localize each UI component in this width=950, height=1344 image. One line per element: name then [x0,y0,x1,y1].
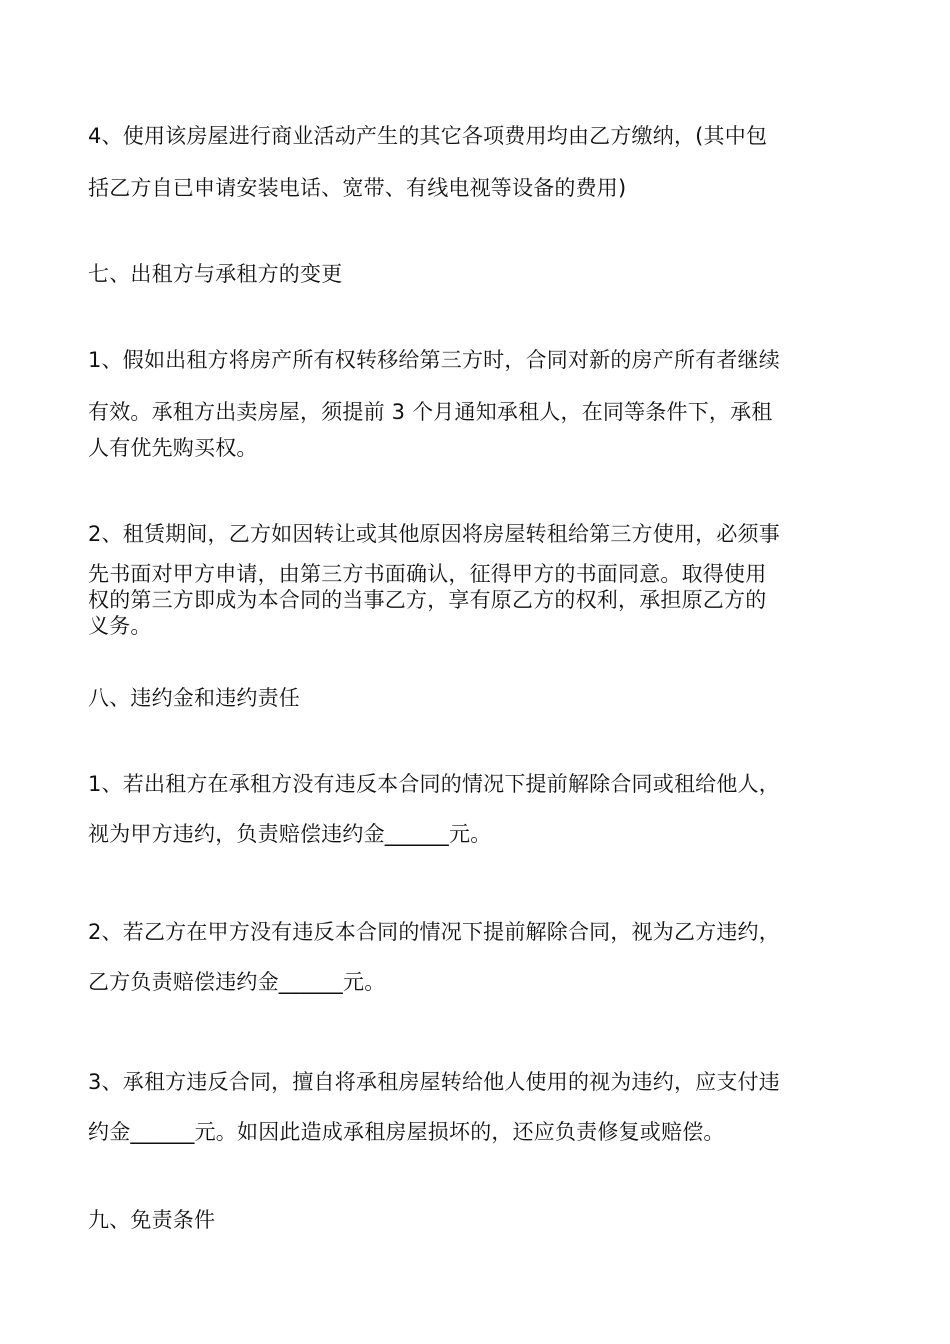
clause-6-4-line-2: 括乙方自已申请安装电话、宽带、有线电视等设备的费用) [88,176,627,200]
clause-8-2-line-1: 2、若乙方在甲方没有违反本合同的情况下提前解除合同，视为乙方违约， [88,920,780,944]
clause-8-2-line-2: 乙方负责赔偿违约金______元。 [88,970,386,994]
clause-7-1-line-2: 有效。承租方出卖房屋，须提前 3 个月通知承租人，在同等条件下，承租 [88,400,773,424]
clause-8-1-line-2: 视为甲方违约，负责赔偿违约金______元。 [88,822,492,846]
section-9-heading: 九、免责条件 [88,1208,216,1232]
clause-8-3-line-2: 约金______元。如因此造成承租房屋损坏的，还应负责修复或赔偿。 [88,1120,725,1144]
clause-7-2-line-3: 权的第三方即成为本合同的当事乙方，享有原乙方的权利，承担原乙方的 [88,588,767,612]
section-8-heading: 八、违约金和违约责任 [88,686,300,710]
clause-7-1-line-1: 1、假如出租方将房产所有权转移给第三方时，合同对新的房产所有者继续 [88,348,780,372]
clause-8-1-line-1: 1、若出租方在承租方没有违反本合同的情况下提前解除合同或租给他人， [88,772,780,796]
clause-7-2-line-1: 2、租赁期间，乙方如因转让或其他原因将房屋转租给第三方使用，必须事 [88,522,780,546]
clause-7-2-line-4: 义务。 [88,614,152,638]
clause-7-1-line-3: 人有优先购买权。 [88,436,258,460]
clause-7-2-line-2: 先书面对甲方申请，由第三方书面确认，征得甲方的书面同意。取得使用 [88,562,767,586]
section-7-heading: 七、出租方与承租方的变更 [88,262,343,286]
clause-8-3-line-1: 3、承租方违反合同，擅自将承租房屋转给他人使用的视为违约，应支付违 [88,1070,780,1094]
clause-6-4-line-1: 4、使用该房屋进行商业活动产生的其它各项费用均由乙方缴纳，(其中包 [88,124,768,148]
